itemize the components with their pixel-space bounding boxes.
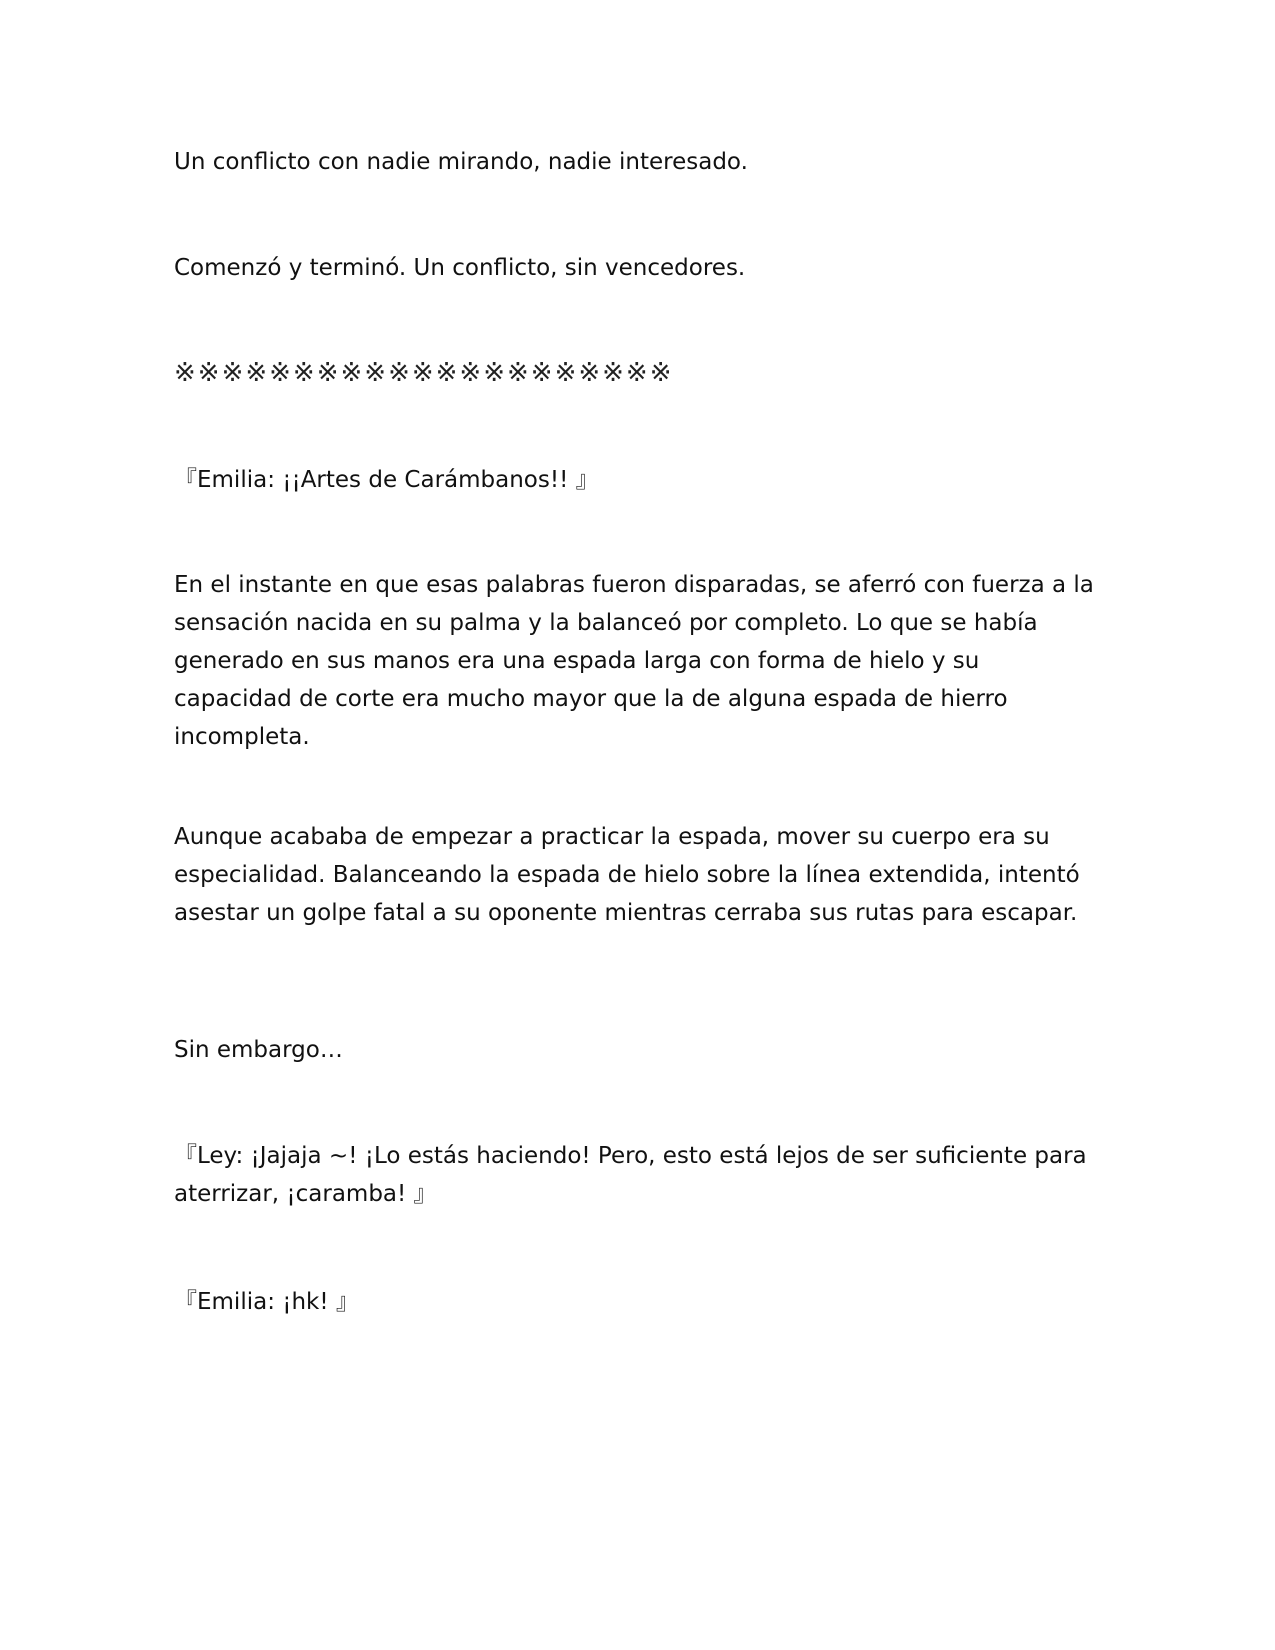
dialogue-emilia-1: 『Emilia: ¡¡Artes de Carámbanos!! 』: [174, 467, 599, 493]
paragraph-narration-1: En el instante en que esas palabras fueron disparadas, se aferró con fuerza a la sensación nacida en su palma y la balanceó por completo. Lo que se había generado en sus manos era una espada larga con forma de hielo y su capacidad de corte era mucho mayor que la de alguna espada de hierro incompleta.: [174, 572, 1102, 750]
paragraph-1: Un conflicto con nadie mirando, nadie interesado.: [174, 149, 748, 175]
paragraph-sin-embargo: Sin embargo…: [174, 1037, 343, 1063]
dialogue-ley: 『Ley: ¡Jajaja ~! ¡Lo estás haciendo! Pero, esto está lejos de ser suficiente para aterrizar, ¡caramba! 』: [174, 1143, 1094, 1207]
paragraph-narration-2: Aunque acababa de empezar a practicar la espada, mover su cuerpo era su especialidad. Balanceando la espada de hielo sobre la línea extendida, intentó asestar un golpe fatal a su oponente mientras cerraba sus rutas para escapar.: [174, 824, 1087, 926]
dialogue-emilia-2: 『Emilia: ¡hk! 』: [174, 1289, 359, 1315]
paragraph-2: Comenzó y terminó. Un conflicto, sin vencedores.: [174, 255, 746, 281]
scene-separator: ※※※※※※※※※※※※※※※※※※※※※: [174, 358, 674, 388]
